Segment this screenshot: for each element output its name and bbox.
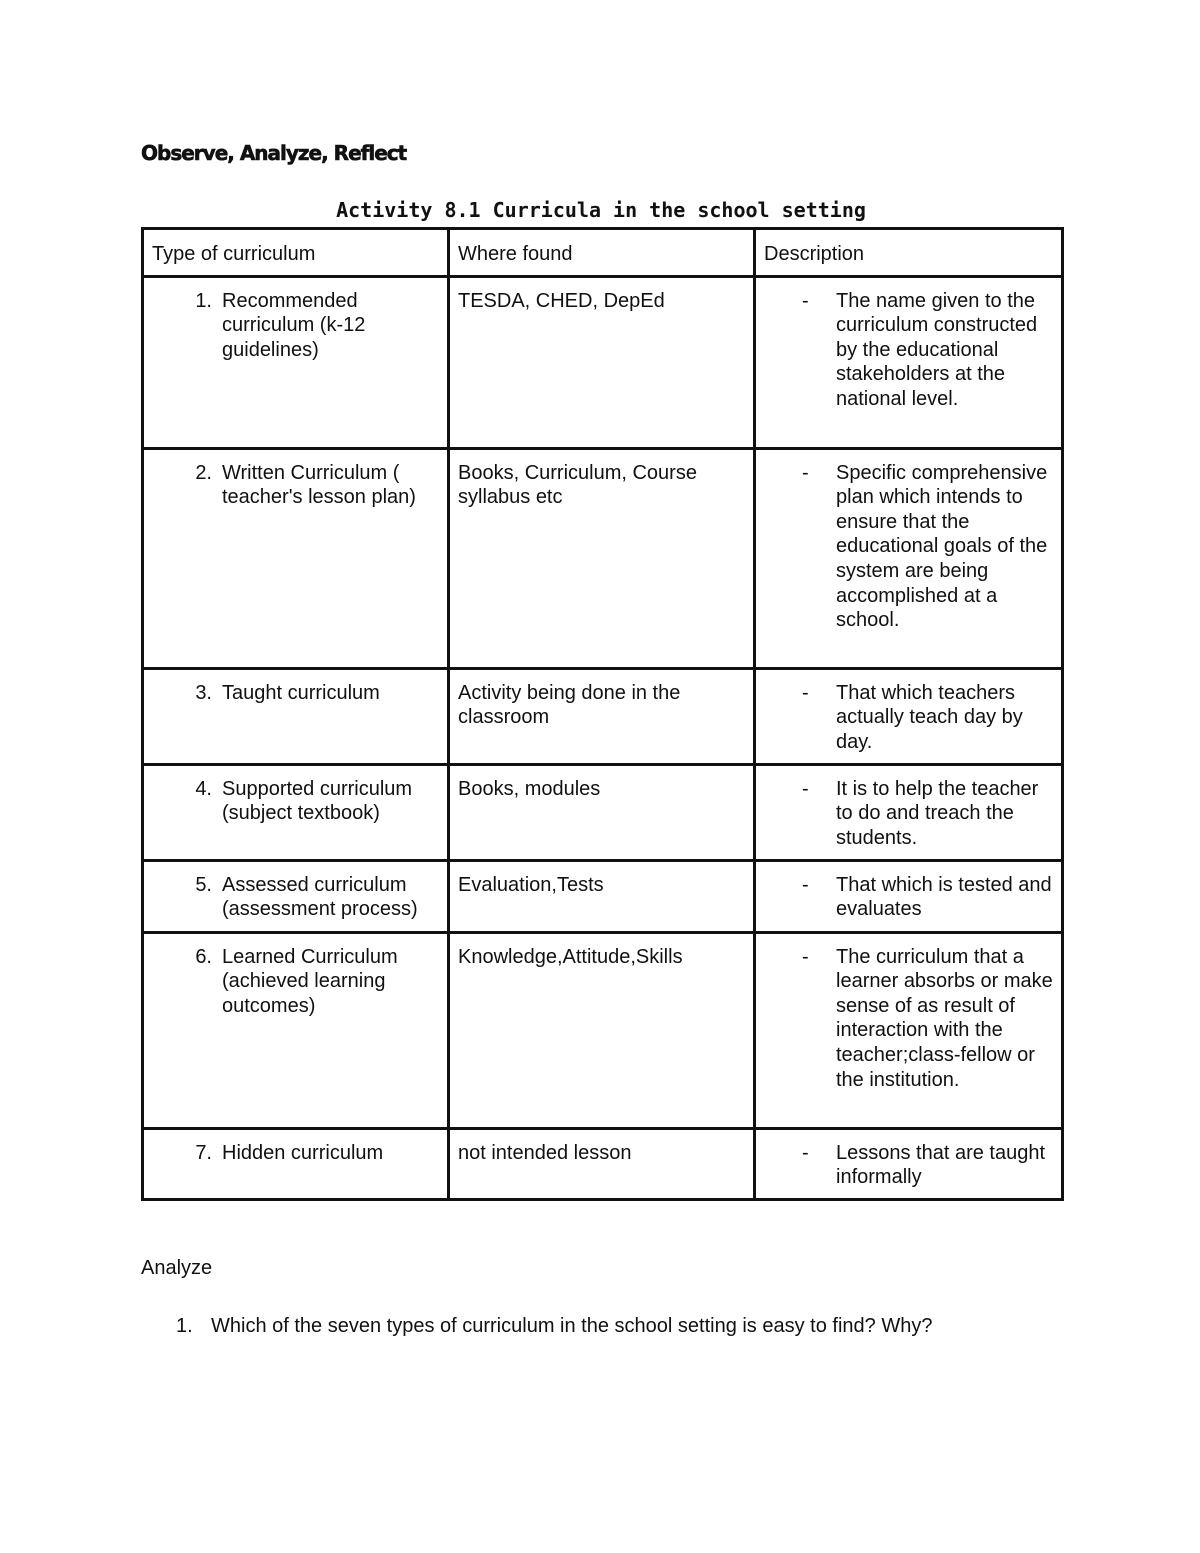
cell-where-found: Books, modules [449,764,755,860]
description-text: That which is tested and evaluates [836,873,1052,921]
table-header-row [143,229,1063,277]
cell-where-found: Activity being done in the classroom [449,668,755,764]
table-row [143,448,1063,668]
description-text: The name given to the curriculum constructed by the educational stakeholders at the national level. [836,289,1038,410]
curriculum-type: Hidden curriculum [222,1141,384,1164]
description-text: Specific comprehensive plan which intends to ensure that the educational goals of the system are being accomplished at a school. [836,461,1048,632]
bullet-dash: - [802,289,809,312]
bullet-dash: - [802,945,809,968]
bullet-dash: - [802,873,809,896]
row-number: 5. [195,873,212,896]
analyze-label: Analyze [141,1257,213,1279]
curriculum-type: Taught curriculum [222,681,380,704]
cell-type [143,1128,449,1199]
bullet-dash: - [802,681,809,704]
activity-title: Activity 8.1 Curricula in the school setting [336,198,866,222]
question-number: 1. [176,1315,193,1337]
bullet-dash: - [802,1141,809,1164]
table-row [143,932,1063,1128]
description-text: The curriculum that a learner absorbs or make sense of as result of interaction with the teacher;class-fellow or the institution. [836,945,1053,1091]
row-number: 3. [195,681,212,704]
cell-description [755,932,1063,1128]
cell-type [143,860,449,932]
cell-where-found: Books, Curriculum, Course syllabus etc [449,448,755,668]
description-text: It is to help the teacher to do and treach the students. [836,777,1039,849]
cell-type [143,448,449,668]
column-header-where-found: Where found [449,229,755,277]
cell-type [143,668,449,764]
cell-where-found: Knowledge,Attitude,Skills [449,932,755,1128]
cell-description [755,1128,1063,1199]
bullet-dash: - [802,777,809,800]
question-text: Which of the seven types of curriculum in the school setting is easy to find? Why? [211,1315,933,1337]
row-number: 6. [195,945,212,968]
table-row [143,764,1063,860]
table-row [143,1128,1063,1199]
curriculum-type: Assessed curriculum (assessment process) [222,873,418,921]
cell-where-found: Evaluation,Tests [449,860,755,932]
row-number: 1. [195,289,212,312]
cell-type [143,932,449,1128]
column-header-description: Description [755,229,1063,277]
curriculum-type: Learned Curriculum (achieved learning outcomes) [222,945,398,1017]
cell-description [755,764,1063,860]
cell-where-found: not intended lesson [449,1128,755,1199]
row-number: 2. [195,461,212,484]
cell-description [755,860,1063,932]
description-text: That which teachers actually teach day by day. [836,681,1023,753]
cell-description [755,448,1063,668]
curricula-table [141,227,1064,1201]
row-number: 7. [195,1141,212,1164]
table-row [143,860,1063,932]
section-heading: Observe, Analyze, Reflect [141,141,407,165]
cell-description [755,668,1063,764]
analyze-question-1 [141,1315,932,1338]
table-row [143,276,1063,448]
cell-type [143,764,449,860]
cell-type [143,276,449,448]
cell-description [755,276,1063,448]
table-row [143,668,1063,764]
cell-where-found: TESDA, CHED, DepEd [449,276,755,448]
row-number: 4. [195,777,212,800]
column-header-type: Type of curriculum [143,229,449,277]
curriculum-type: Written Curriculum ( teacher's lesson plan) [222,461,416,509]
curriculum-type: Supported curriculum (subject textbook) [222,777,413,825]
bullet-dash: - [802,461,809,484]
curriculum-type: Recommended curriculum (k-12 guidelines) [222,289,366,361]
description-text: Lessons that are taught informally [836,1141,1046,1189]
